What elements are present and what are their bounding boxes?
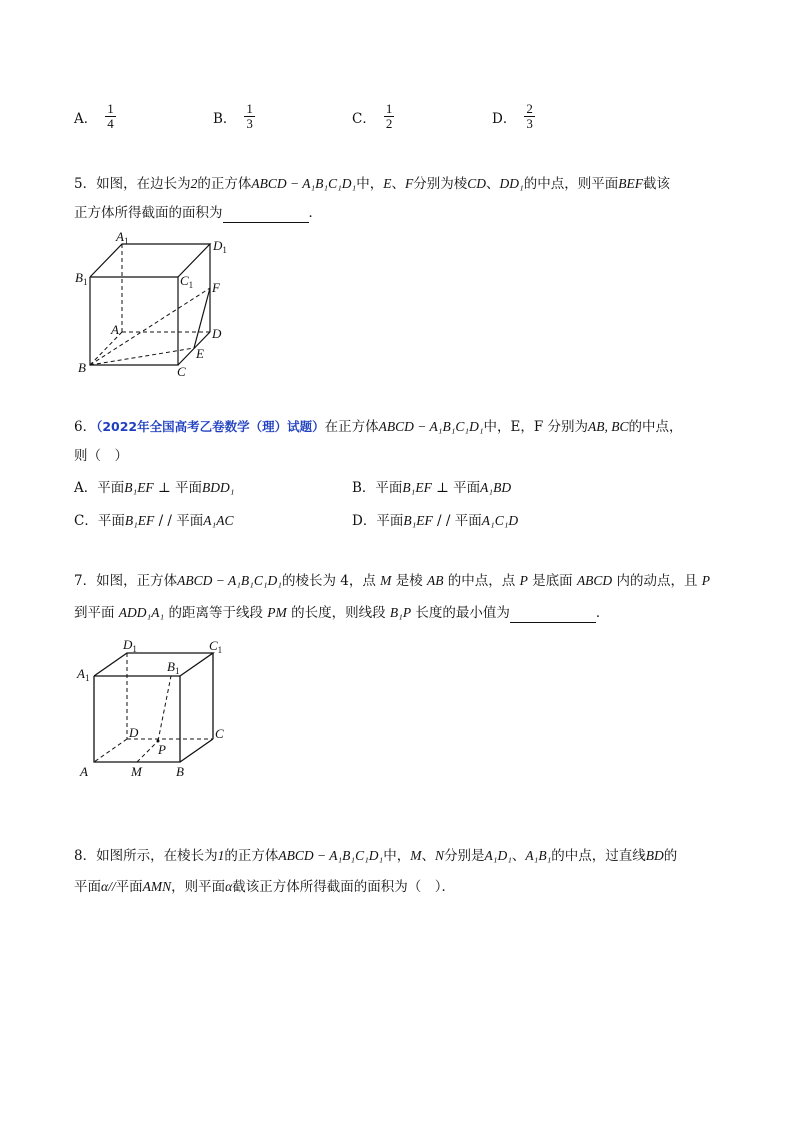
- text: 的中点，点: [443, 573, 520, 589]
- text: 、: [421, 848, 435, 864]
- text: 平面: [453, 480, 481, 496]
- label-c: C: [177, 364, 186, 379]
- text: 截该正方体所得截面的面积为（ ）．: [232, 879, 455, 895]
- text: 是底面: [527, 573, 577, 589]
- label-m: M: [131, 764, 142, 779]
- math: B₁EF: [124, 480, 154, 495]
- label-b1: $B_1$: [167, 659, 180, 676]
- q4-option-c: [352, 102, 394, 131]
- text: 的: [663, 848, 678, 864]
- option-label: A．平面: [74, 480, 125, 496]
- math: A₁B₁: [525, 848, 552, 863]
- option-label: C．平面: [74, 513, 125, 529]
- math: E: [383, 176, 392, 191]
- top-face: [94, 653, 213, 676]
- relation: ⊥: [431, 480, 454, 496]
- text: 到平面: [74, 605, 119, 621]
- hidden-segment-bf: [90, 288, 210, 365]
- math: M: [410, 848, 422, 863]
- question-number: 6．: [74, 419, 97, 435]
- math: B₁EF: [403, 513, 433, 528]
- q6-option-b: [352, 478, 511, 498]
- numerator: 1: [246, 101, 253, 116]
- fraction: [524, 102, 535, 131]
- text: 截该: [642, 176, 670, 192]
- math: P: [519, 573, 528, 588]
- option-label: D．: [492, 110, 517, 127]
- math: 1: [217, 848, 225, 863]
- text: 中，: [356, 176, 384, 192]
- q6-line2: [74, 446, 128, 466]
- top-face: [90, 244, 210, 277]
- label-a1: $A_1$: [116, 230, 129, 246]
- text: 、: [511, 848, 526, 864]
- label-a: A: [80, 764, 88, 779]
- math: CD: [467, 176, 486, 191]
- text: 平面: [174, 480, 202, 496]
- text: 则（ ）: [74, 448, 128, 464]
- math: M: [380, 573, 392, 588]
- math: ABCD: [576, 573, 613, 588]
- option-label: C．: [352, 110, 376, 127]
- text: 是棱: [391, 573, 427, 589]
- label-e: E: [196, 346, 204, 361]
- math: P: [701, 573, 711, 588]
- text: 的正方体: [197, 176, 252, 192]
- fraction: [244, 102, 255, 131]
- math: DD₁: [499, 176, 524, 191]
- q4-option-a: [74, 102, 116, 131]
- text: 的正方体: [224, 848, 279, 864]
- math: A₁BD: [480, 480, 512, 495]
- text: ．: [308, 205, 322, 221]
- math: F: [404, 176, 414, 191]
- math: N: [434, 848, 444, 863]
- q6-option-a: [74, 478, 234, 498]
- fraction: [384, 102, 395, 131]
- math-cube: ABCD − A₁B₁C₁D₁: [278, 848, 384, 863]
- q7-line1: [74, 571, 710, 591]
- option-label: A．: [74, 110, 98, 127]
- math: ADD₁A₁: [118, 605, 165, 620]
- text: 的棱长为 4，点: [281, 573, 381, 589]
- fraction: [105, 102, 116, 131]
- text: 长度的最小值为: [411, 605, 510, 621]
- math: A₁D₁: [484, 848, 512, 863]
- denominator: 3: [526, 116, 533, 131]
- q5-line2: [74, 203, 322, 223]
- math: BDD₁: [201, 480, 235, 495]
- q4-option-d: [492, 102, 535, 131]
- text: 平面: [454, 513, 482, 529]
- front-face: [94, 676, 180, 762]
- math-cube: ABCD − A₁B₁C₁D₁: [251, 176, 357, 191]
- option-label: D．平面: [352, 513, 404, 529]
- text: 、: [486, 176, 500, 192]
- math: AMN: [142, 879, 172, 894]
- text: 分别是: [444, 848, 485, 864]
- math: α: [101, 879, 109, 894]
- q6-line1: [74, 417, 683, 437]
- q6-option-c: [74, 511, 233, 531]
- math-cube: ABCD − A₁B₁C₁D₁: [177, 573, 282, 588]
- text: 、: [391, 176, 405, 192]
- text: 平面: [176, 513, 204, 529]
- label-b: B: [176, 764, 184, 779]
- label-b1: $B_1$: [75, 270, 88, 287]
- label-c1: $C_1$: [209, 638, 223, 655]
- option-label: B．平面: [352, 480, 403, 496]
- math: B₁EF: [124, 513, 155, 528]
- relation: ⊥: [153, 480, 175, 496]
- label-d1: $D_1$: [213, 238, 227, 255]
- numerator: 1: [107, 101, 114, 116]
- label-a1: $A_1$: [77, 666, 90, 683]
- math: PM: [267, 605, 287, 620]
- label-c: C: [215, 726, 224, 741]
- relation: / /: [154, 513, 177, 529]
- answer-blank[interactable]: [510, 608, 596, 623]
- source-link[interactable]: （2022年全国高考乙卷数学（理）试题）: [96, 419, 325, 434]
- q8-line1: [74, 846, 677, 866]
- math: 2: [190, 176, 198, 191]
- numerator: 2: [526, 101, 533, 116]
- math: B₁EF: [402, 480, 432, 495]
- text: 正方体所得截面的面积为: [74, 205, 223, 221]
- q5-cube-figure: [70, 230, 240, 380]
- text: 的中点，过直线: [551, 848, 646, 864]
- text: 中，E，F 分别为: [483, 419, 589, 435]
- text: 分别为棱: [413, 176, 468, 192]
- label-p: P: [158, 742, 166, 757]
- numerator: 1: [385, 101, 393, 116]
- math: //: [108, 879, 116, 894]
- label-c1: $C_1$: [180, 273, 194, 290]
- text: 7．如图，正方体: [74, 573, 178, 589]
- text: 的中点，: [628, 419, 683, 435]
- text: 平面: [115, 879, 143, 895]
- math: AB, BC: [588, 419, 629, 434]
- q4-option-b: [213, 102, 255, 131]
- denominator: 3: [246, 116, 253, 131]
- math: BD: [645, 848, 664, 863]
- math: α: [225, 879, 233, 894]
- answer-blank[interactable]: [223, 208, 309, 223]
- math: AB: [427, 573, 444, 588]
- text: 平面: [74, 879, 101, 895]
- label-b: B: [78, 360, 86, 375]
- q8-line2: [74, 877, 455, 897]
- hidden-segment-mp: [137, 741, 158, 762]
- text: 中，: [383, 848, 411, 864]
- q5-line1: [74, 174, 670, 194]
- q7-line2: [74, 603, 609, 623]
- front-face: [90, 277, 178, 365]
- q6-option-d: [352, 511, 518, 531]
- hidden-edge-ad: [94, 739, 127, 762]
- denominator: 4: [107, 116, 114, 131]
- text: 的长度，则线段: [286, 605, 390, 621]
- label-f: F: [212, 280, 220, 295]
- label-d: D: [129, 725, 139, 740]
- option-label: B．: [213, 110, 237, 127]
- math-cube: ABCD − A₁B₁C₁D₁: [378, 419, 484, 434]
- denominator: 2: [385, 116, 393, 131]
- label-a: A: [111, 322, 119, 337]
- relation: / /: [432, 513, 455, 529]
- q7-cube-figure: [72, 630, 242, 785]
- hidden-segment-pb1: [158, 676, 171, 741]
- label-d: D: [212, 326, 222, 341]
- edge-bc: [180, 739, 213, 762]
- text: 的距离等于线段: [164, 605, 268, 621]
- math: BEF: [618, 176, 643, 191]
- text: 5．如图，在边长为: [74, 176, 191, 192]
- text: 在正方体: [324, 419, 379, 435]
- text: 内的动点，且: [612, 573, 702, 589]
- text: ，则平面: [171, 879, 226, 895]
- math: B₁P: [389, 605, 412, 620]
- text: 8．如图所示，在棱长为: [74, 848, 218, 864]
- text: ．: [595, 605, 610, 621]
- math: A₁AC: [203, 513, 234, 528]
- text: 的中点，则平面: [523, 176, 619, 192]
- label-d1: $D_1$: [123, 637, 137, 654]
- math: A₁C₁D: [481, 513, 519, 528]
